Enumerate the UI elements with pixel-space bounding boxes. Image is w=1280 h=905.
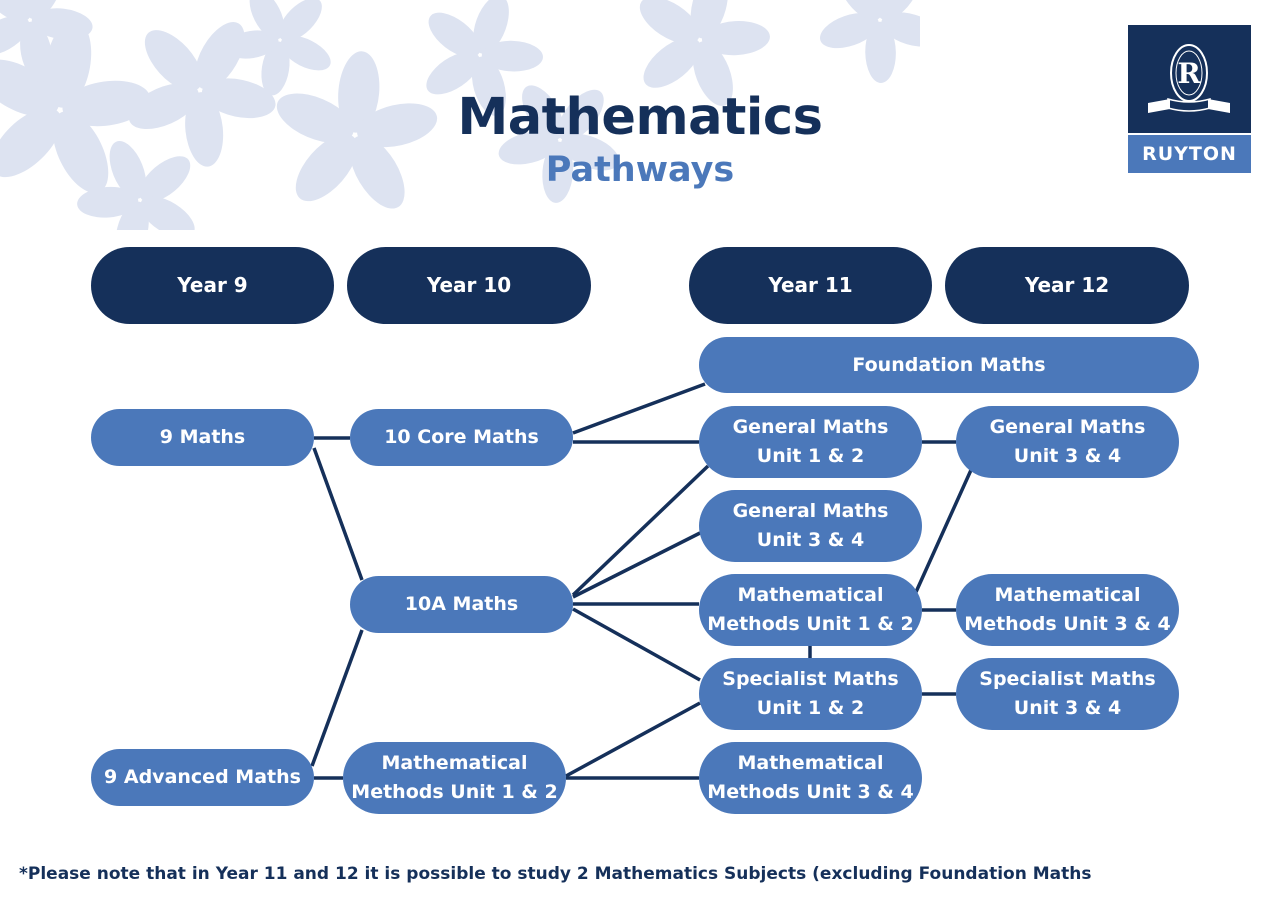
pathway-connector-line	[573, 533, 700, 597]
page-title: Mathematics	[457, 88, 823, 147]
general-maths-unit-3-4-year12-node: General Maths Unit 3 & 4	[956, 406, 1179, 478]
school-name: RUYTON	[1128, 135, 1251, 173]
10a-maths-node: 10A Maths	[350, 576, 573, 633]
specialist-maths-unit-1-2-node: Specialist Maths Unit 1 & 2	[699, 658, 922, 730]
general-maths-unit-3-4-year11-node: General Maths Unit 3 & 4	[699, 490, 922, 562]
year-10-header: Year 10	[347, 247, 591, 324]
page-subtitle: Pathways	[545, 150, 735, 190]
school-crest-icon	[1128, 25, 1251, 133]
9-maths-node: 9 Maths	[91, 409, 314, 466]
pathway-connector-line	[312, 630, 362, 766]
math-methods-unit-1-2-year11-node: Mathematical Methods Unit 1 & 2	[699, 574, 922, 646]
pathway-connector-line	[573, 466, 708, 595]
pathway-connector-line	[916, 470, 971, 592]
9-advanced-maths-node: 9 Advanced Maths	[91, 749, 314, 806]
svg-text:R: R	[1177, 57, 1201, 90]
footnote: *Please note that in Year 11 and 12 it is possible to study 2 Mathematics Subjects (excluding Foundation Maths	[19, 864, 1092, 884]
year-11-header: Year 11	[689, 247, 932, 324]
foundation-maths-node: Foundation Maths	[699, 337, 1199, 393]
math-methods-unit-3-4-year11-node: Mathematical Methods Unit 3 & 4	[699, 742, 922, 814]
year-12-header: Year 12	[945, 247, 1189, 324]
pathway-connector-line	[573, 609, 700, 680]
year-9-header: Year 9	[91, 247, 334, 324]
pathway-connector-line	[314, 448, 362, 580]
math-methods-unit-3-4-year12-node: Mathematical Methods Unit 3 & 4	[956, 574, 1179, 646]
pathway-connector-line	[573, 384, 705, 433]
ruyton-logo	[1128, 25, 1251, 173]
math-methods-unit-1-2-year10-node: Mathematical Methods Unit 1 & 2	[343, 742, 566, 814]
specialist-maths-unit-3-4-node: Specialist Maths Unit 3 & 4	[956, 658, 1179, 730]
pathway-connector-line	[566, 703, 700, 776]
10-core-maths-node: 10 Core Maths	[350, 409, 573, 466]
general-maths-unit-1-2-node: General Maths Unit 1 & 2	[699, 406, 922, 478]
